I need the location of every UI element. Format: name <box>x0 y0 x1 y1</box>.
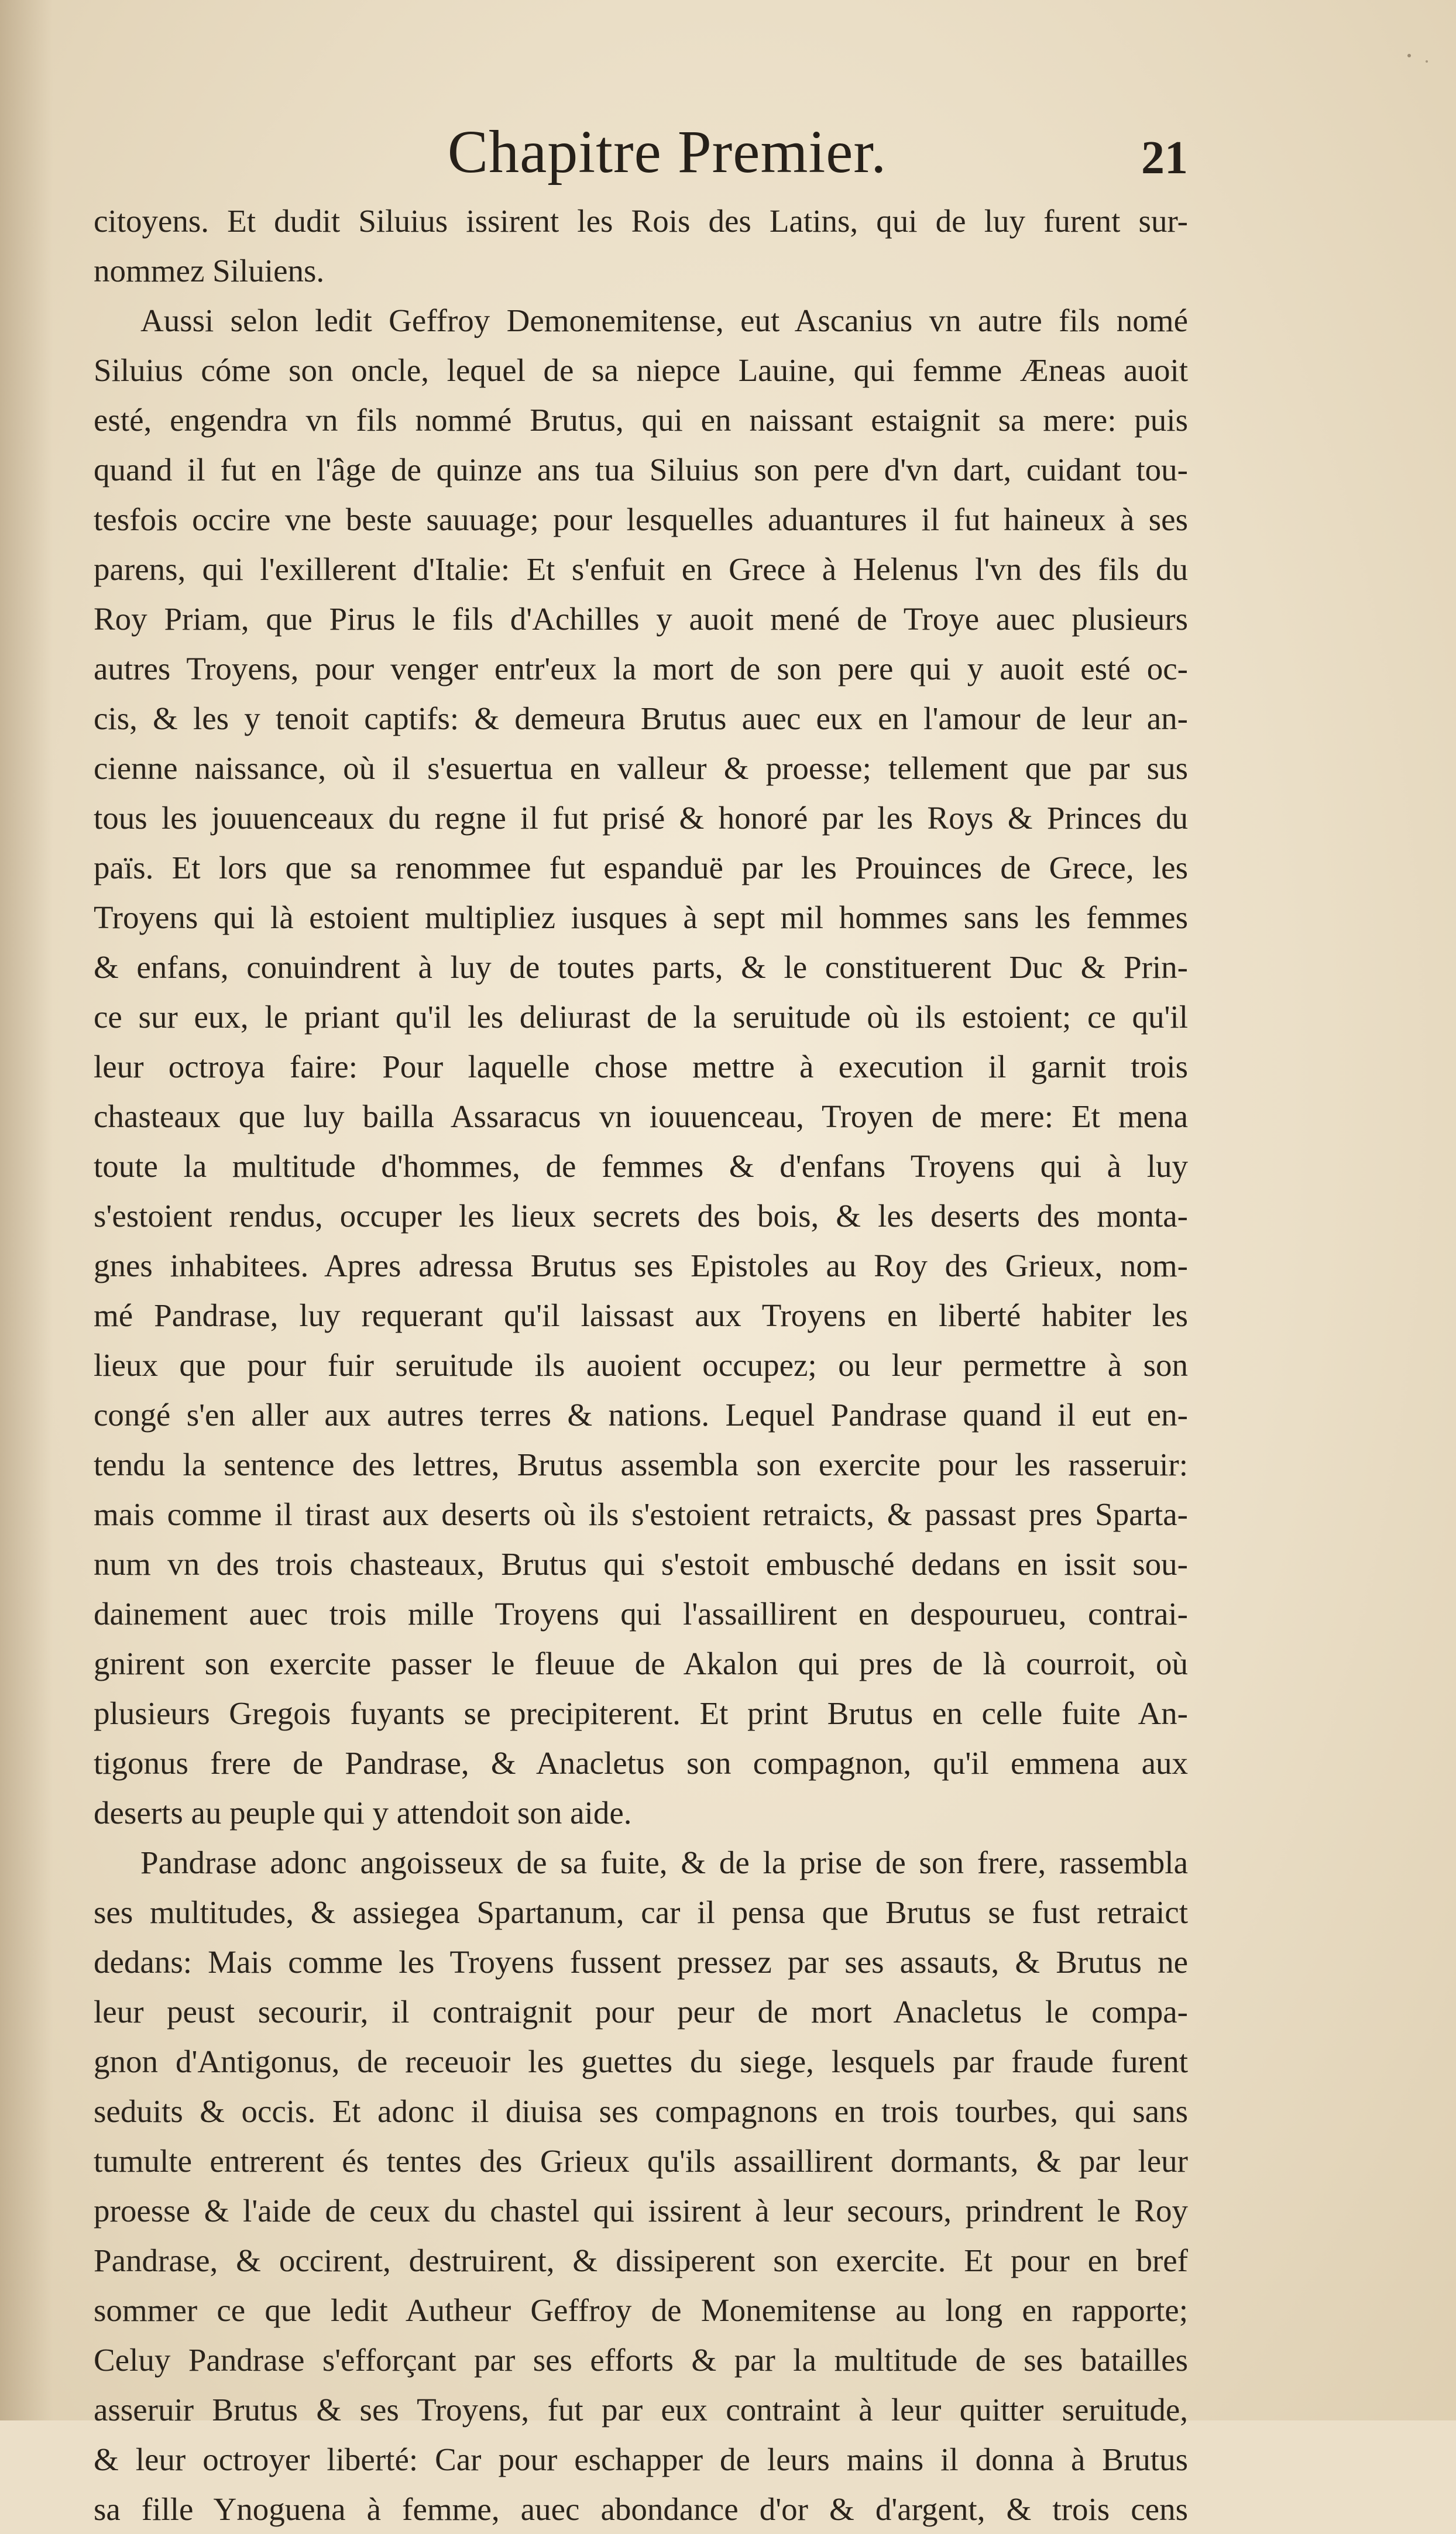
text-line: tous les jouuenceaux du regne il fut prisé & honoré par les Roys & Princes du <box>94 800 1188 836</box>
paper-specks <box>1339 0 1456 117</box>
text-line: Siluius cóme son oncle, lequel de sa niepce Lauine, qui femme Æneas auoit <box>94 352 1188 388</box>
text-line: proesse & l'aide de ceux du chastel qui issirent à leur secours, prindrent le Roy <box>94 2193 1188 2229</box>
text-line: chasteaux que luy bailla Assaracus vn iouuenceau, Troyen de mere: Et mena <box>94 1098 1188 1134</box>
text-line: citoyens. Et dudit Siluius issirent les Rois des Latins, qui de luy furent sur- <box>94 203 1188 239</box>
text-line: cienne naissance, où il s'esuertua en valleur & proesse; tellement que par sus <box>94 750 1188 786</box>
text-line: mé Pandrase, luy requerant qu'il laissast aux Troyens en liberté habiter les <box>94 1297 1188 1333</box>
text-line: ses multitudes, & assiegea Spartanum, car il pensa que Brutus se fust retraict <box>94 1894 1188 1930</box>
text-line: asseruir Brutus & ses Troyens, fut par eux contraint à leur quitter seruitude, <box>94 2392 1188 2427</box>
text-line: esté, engendra vn fils nommé Brutus, qui en naissant estaignit sa mere: puis <box>94 402 1188 438</box>
text-line: Celuy Pandrase s'efforçant par ses efforts & par la multitude de ses batailles <box>94 2342 1188 2378</box>
text-line: Pandrase adonc angoisseux de sa fuite, & de la prise de son frere, rassembla <box>140 1845 1188 1880</box>
text-line: leur octroya faire: Pour laquelle chose mettre à execution il garnit trois <box>94 1049 1188 1084</box>
text-line: toute la multitude d'hommes, de femmes & d'enfans Troyens qui à luy <box>94 1148 1188 1184</box>
text-line: sommer ce que ledit Autheur Geffroy de Monemitense au long en rapporte; <box>94 2292 1188 2328</box>
text-line: mais comme il tirast aux deserts où ils s'estoient retraicts, & passast pres Sparta- <box>94 1496 1188 1532</box>
text-line: Aussi selon ledit Geffroy Demonemitense, eut Ascanius vn autre fils nomé <box>140 303 1188 338</box>
text-line: tendu la sentence des lettres, Brutus assembla son exercite pour les rasseruir: <box>94 1447 1188 1482</box>
text-line: quand il fut en l'âge de quinze ans tua Siluius son pere d'vn dart, cuidant tou- <box>94 452 1188 487</box>
text-line: autres Troyens, pour venger entr'eux la mort de son pere qui y auoit esté oc- <box>94 651 1188 686</box>
text-line: & enfans, conuindrent à luy de toutes parts, & le constituerent Duc & Prin- <box>94 949 1188 985</box>
text-line: seduits & occis. Et adonc il diuisa ses compagnons en trois tourbes, qui sans <box>94 2093 1188 2129</box>
body-text <box>94 196 1188 2534</box>
text-line: tumulte entrerent és tentes des Grieux qu'ils assaillirent dormants, & par leur <box>94 2143 1188 2179</box>
text-line: leur peust secourir, il contraignit pour peur de mort Anacletus le compa- <box>94 1994 1188 2030</box>
text-line: num vn des trois chasteaux, Brutus qui s'estoit embusché dedans en issit sou- <box>94 1546 1188 1582</box>
text-line: ce sur eux, le priant qu'il les deliurast de la seruitude où ils estoient; ce qu'il <box>94 999 1188 1035</box>
text-line: dainement auec trois mille Troyens qui l'assaillirent en despourueu, contrai- <box>94 1596 1188 1632</box>
text-line: tigonus frere de Pandrase, & Anacletus son compagnon, qu'il emmena aux <box>94 1745 1188 1781</box>
running-header <box>0 111 1456 199</box>
text-line: Pandrase, & occirent, destruirent, & dissiperent son exercite. Et pour en bref <box>94 2243 1188 2278</box>
text-line: lieux que pour fuir seruitude ils auoient occupez; ou leur permettre à son <box>94 1347 1188 1383</box>
text-line: cis, & les y tenoit captifs: & demeura Brutus auec eux en l'amour de leur an- <box>94 701 1188 736</box>
text-line: & leur octroyer liberté: Car pour eschapper de leurs mains il donna à Brutus <box>94 2442 1188 2477</box>
text-line: s'estoient rendus, occuper les lieux secrets des bois, & les deserts des monta- <box>94 1198 1188 1234</box>
text-line: dedans: Mais comme les Troyens fussent pressez par ses assauts, & Brutus ne <box>94 1944 1188 1980</box>
text-line: deserts au peuple qui y attendoit son aide. <box>94 1795 632 1831</box>
text-line: tesfois occire vne beste sauuage; pour lesquelles aduantures il fut haineux à ses <box>94 502 1188 537</box>
text-line: gnirent son exercite passer le fleuue de Akalon qui pres de là courroit, où <box>94 1646 1188 1681</box>
text-line: nommez Siluiens. <box>94 253 325 289</box>
text-line: congé s'en aller aux autres terres & nations. Lequel Pandrase quand il eut en- <box>94 1397 1188 1433</box>
text-line: parens, qui l'exillerent d'Italie: Et s'enfuit en Grece à Helenus l'vn des fils du <box>94 551 1188 587</box>
running-title: Chapitre Premier. <box>447 118 887 186</box>
text-line: païs. Et lors que sa renommee fut espanduë par les Prouinces de Grece, les <box>94 850 1188 885</box>
text-line: Troyens qui là estoient multipliez iusques à sept mil hommes sans les femmes <box>94 899 1188 935</box>
text-line: gnes inhabitees. Apres adressa Brutus ses Epistoles au Roy des Grieux, nom- <box>94 1248 1188 1283</box>
gutter-shadow <box>0 0 53 2420</box>
page-number: 21 <box>1141 132 1188 184</box>
text-line: sa fille Ynoguena à femme, auec abondance d'or & d'argent, & trois cens <box>94 2491 1188 2527</box>
text-line: Roy Priam, que Pirus le fils d'Achilles y auoit mené de Troye auec plusieurs <box>94 601 1188 637</box>
text-line: plusieurs Gregois fuyants se precipiterent. Et print Brutus en celle fuite An- <box>94 1695 1188 1731</box>
text-line: gnon d'Antigonus, de receuoir les guettes du siege, lesquels par fraude furent <box>94 2044 1188 2079</box>
